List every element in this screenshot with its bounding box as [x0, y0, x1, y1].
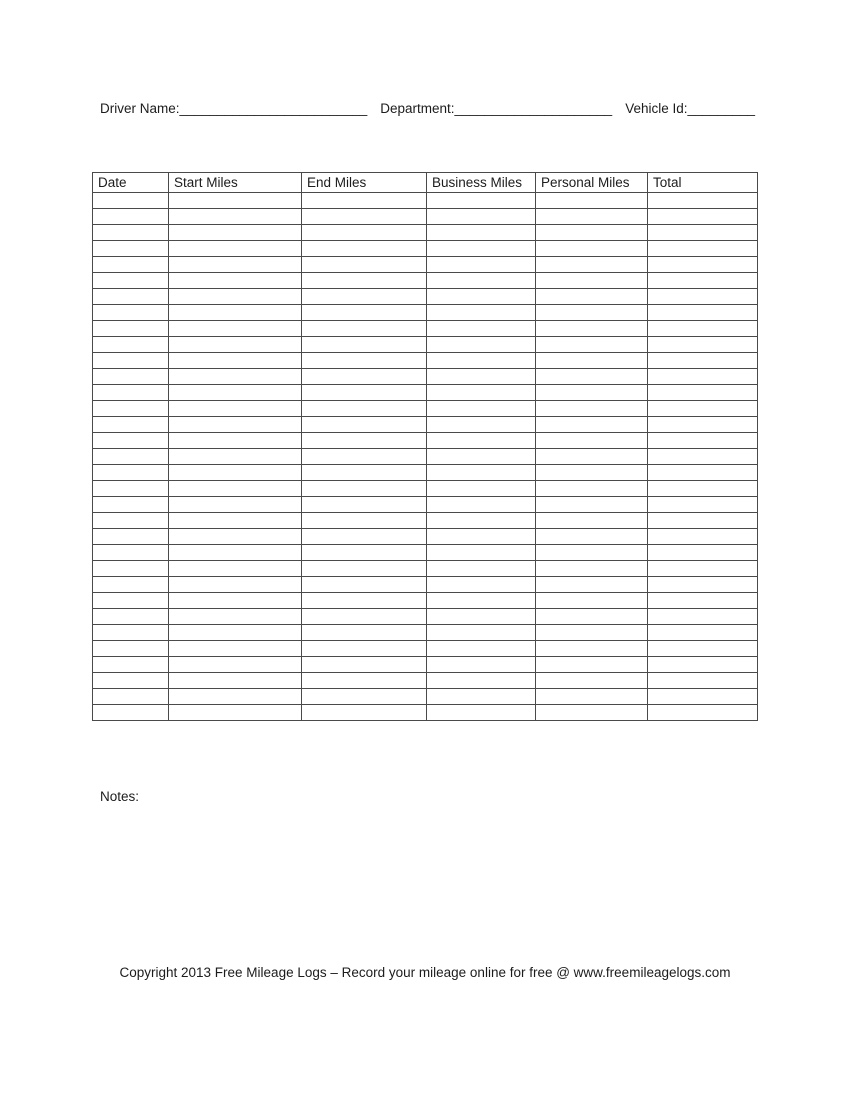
empty-cell: [648, 705, 758, 721]
empty-cell: [648, 401, 758, 417]
empty-cell: [169, 385, 302, 401]
empty-cell: [169, 209, 302, 225]
table-row: [93, 529, 758, 545]
empty-cell: [93, 689, 169, 705]
empty-cell: [169, 625, 302, 641]
empty-cell: [169, 241, 302, 257]
empty-cell: [536, 241, 648, 257]
empty-cell: [648, 481, 758, 497]
empty-cell: [427, 625, 536, 641]
empty-cell: [93, 305, 169, 321]
empty-cell: [302, 513, 427, 529]
empty-cell: [169, 353, 302, 369]
table-row: [93, 321, 758, 337]
empty-cell: [427, 545, 536, 561]
empty-cell: [536, 449, 648, 465]
empty-cell: [93, 385, 169, 401]
empty-cell: [427, 193, 536, 209]
empty-cell: [169, 561, 302, 577]
empty-cell: [93, 641, 169, 657]
empty-cell: [302, 193, 427, 209]
empty-cell: [648, 641, 758, 657]
empty-cell: [169, 193, 302, 209]
empty-cell: [169, 401, 302, 417]
empty-cell: [302, 609, 427, 625]
empty-cell: [427, 273, 536, 289]
empty-cell: [536, 209, 648, 225]
empty-cell: [648, 241, 758, 257]
empty-cell: [427, 609, 536, 625]
table-row: [93, 449, 758, 465]
vehicle-id-blank: _________: [687, 101, 756, 116]
empty-cell: [536, 625, 648, 641]
vehicle-id-label: Vehicle Id:: [625, 101, 688, 116]
empty-cell: [536, 497, 648, 513]
empty-cell: [302, 321, 427, 337]
empty-cell: [302, 449, 427, 465]
table-row: [93, 609, 758, 625]
empty-cell: [427, 241, 536, 257]
empty-cell: [427, 353, 536, 369]
driver-name-blank: _________________________: [179, 101, 368, 116]
empty-cell: [648, 337, 758, 353]
table-row: [93, 433, 758, 449]
empty-cell: [302, 401, 427, 417]
empty-cell: [536, 481, 648, 497]
empty-cell: [302, 529, 427, 545]
empty-cell: [648, 193, 758, 209]
empty-cell: [93, 705, 169, 721]
empty-cell: [169, 593, 302, 609]
empty-cell: [648, 513, 758, 529]
empty-cell: [648, 385, 758, 401]
table-row: [93, 689, 758, 705]
table-row: [93, 577, 758, 593]
empty-cell: [93, 353, 169, 369]
empty-cell: [93, 369, 169, 385]
table-row: [93, 513, 758, 529]
empty-cell: [427, 529, 536, 545]
empty-cell: [302, 481, 427, 497]
empty-cell: [427, 257, 536, 273]
empty-cell: [427, 577, 536, 593]
table-row: [93, 497, 758, 513]
empty-cell: [427, 209, 536, 225]
empty-cell: [427, 305, 536, 321]
empty-cell: [648, 497, 758, 513]
empty-cell: [169, 577, 302, 593]
empty-cell: [427, 561, 536, 577]
empty-cell: [427, 289, 536, 305]
empty-cell: [93, 321, 169, 337]
empty-cell: [93, 673, 169, 689]
empty-cell: [536, 529, 648, 545]
empty-cell: [536, 305, 648, 321]
empty-cell: [427, 657, 536, 673]
table-row: [93, 369, 758, 385]
table-row: [93, 561, 758, 577]
empty-cell: [648, 225, 758, 241]
table-row: [93, 385, 758, 401]
empty-cell: [536, 321, 648, 337]
empty-cell: [427, 401, 536, 417]
empty-cell: [169, 673, 302, 689]
empty-cell: [648, 625, 758, 641]
empty-cell: [169, 449, 302, 465]
empty-cell: [648, 273, 758, 289]
notes-label: Notes:: [100, 789, 140, 804]
empty-cell: [169, 289, 302, 305]
empty-cell: [536, 657, 648, 673]
table-row: [93, 641, 758, 657]
empty-cell: [648, 449, 758, 465]
empty-cell: [169, 257, 302, 273]
empty-cell: [169, 465, 302, 481]
empty-cell: [536, 593, 648, 609]
empty-cell: [427, 593, 536, 609]
empty-cell: [536, 513, 648, 529]
empty-cell: [302, 417, 427, 433]
empty-cell: [302, 385, 427, 401]
empty-cell: [427, 433, 536, 449]
empty-cell: [648, 353, 758, 369]
empty-cell: [93, 401, 169, 417]
empty-cell: [302, 465, 427, 481]
empty-cell: [648, 433, 758, 449]
empty-cell: [93, 657, 169, 673]
department-blank: _____________________: [454, 101, 613, 116]
empty-cell: [302, 577, 427, 593]
empty-cell: [302, 241, 427, 257]
empty-cell: [648, 577, 758, 593]
table-row: [93, 593, 758, 609]
empty-cell: [302, 705, 427, 721]
empty-cell: [302, 353, 427, 369]
empty-cell: [427, 481, 536, 497]
empty-cell: [302, 289, 427, 305]
empty-cell: [169, 433, 302, 449]
empty-cell: [302, 641, 427, 657]
empty-cell: [302, 657, 427, 673]
empty-cell: [302, 225, 427, 241]
table-row: [93, 465, 758, 481]
empty-cell: [93, 609, 169, 625]
empty-cell: [427, 689, 536, 705]
empty-cell: [169, 609, 302, 625]
table-row: [93, 481, 758, 497]
empty-cell: [648, 417, 758, 433]
table-row: [93, 401, 758, 417]
empty-cell: [536, 609, 648, 625]
empty-cell: [169, 641, 302, 657]
empty-cell: [536, 353, 648, 369]
empty-cell: [648, 369, 758, 385]
empty-cell: [427, 497, 536, 513]
empty-cell: [93, 593, 169, 609]
empty-cell: [302, 305, 427, 321]
empty-cell: [169, 337, 302, 353]
empty-cell: [536, 465, 648, 481]
table-row: [93, 673, 758, 689]
table-row: [93, 193, 758, 209]
empty-cell: [169, 481, 302, 497]
empty-cell: [93, 257, 169, 273]
empty-cell: [648, 257, 758, 273]
table-row: [93, 257, 758, 273]
empty-cell: [169, 273, 302, 289]
empty-cell: [302, 209, 427, 225]
empty-cell: [648, 673, 758, 689]
empty-cell: [302, 673, 427, 689]
empty-cell: [302, 561, 427, 577]
empty-cell: [536, 641, 648, 657]
empty-cell: [536, 433, 648, 449]
empty-cell: [427, 369, 536, 385]
empty-cell: [302, 689, 427, 705]
empty-cell: [302, 257, 427, 273]
column-header-business-miles: Business Miles: [427, 173, 536, 193]
table-row: [93, 241, 758, 257]
empty-cell: [536, 273, 648, 289]
empty-cell: [427, 225, 536, 241]
empty-cell: [169, 657, 302, 673]
empty-cell: [536, 417, 648, 433]
empty-cell: [93, 337, 169, 353]
column-header-personal-miles: Personal Miles: [536, 173, 648, 193]
table-row: [93, 353, 758, 369]
empty-cell: [93, 465, 169, 481]
empty-cell: [648, 545, 758, 561]
table-row: [93, 705, 758, 721]
driver-name-label: Driver Name:: [100, 101, 180, 116]
empty-cell: [93, 241, 169, 257]
empty-cell: [536, 545, 648, 561]
empty-cell: [536, 561, 648, 577]
department-field: [380, 101, 612, 116]
empty-cell: [536, 289, 648, 305]
empty-cell: [93, 529, 169, 545]
empty-cell: [648, 529, 758, 545]
empty-cell: [536, 705, 648, 721]
empty-cell: [648, 593, 758, 609]
empty-cell: [427, 641, 536, 657]
empty-cell: [93, 193, 169, 209]
empty-cell: [427, 449, 536, 465]
empty-cell: [93, 577, 169, 593]
empty-cell: [302, 273, 427, 289]
empty-cell: [93, 209, 169, 225]
empty-cell: [169, 497, 302, 513]
empty-cell: [427, 321, 536, 337]
table-row: [93, 305, 758, 321]
empty-cell: [93, 417, 169, 433]
table-row: [93, 225, 758, 241]
empty-cell: [93, 273, 169, 289]
empty-cell: [169, 369, 302, 385]
empty-cell: [302, 625, 427, 641]
empty-cell: [427, 673, 536, 689]
empty-cell: [536, 689, 648, 705]
empty-cell: [648, 305, 758, 321]
empty-cell: [648, 209, 758, 225]
empty-cell: [302, 545, 427, 561]
empty-cell: [536, 193, 648, 209]
empty-cell: [427, 417, 536, 433]
vehicle-id-field: [625, 101, 755, 116]
table-row: [93, 289, 758, 305]
table-row: [93, 273, 758, 289]
empty-cell: [169, 705, 302, 721]
mileage-log-table: [92, 172, 758, 721]
column-header-date: Date: [93, 173, 169, 193]
empty-cell: [648, 561, 758, 577]
empty-cell: [93, 289, 169, 305]
empty-cell: [169, 513, 302, 529]
empty-cell: [169, 305, 302, 321]
empty-cell: [427, 337, 536, 353]
table-row: [93, 625, 758, 641]
empty-cell: [302, 433, 427, 449]
empty-cell: [648, 465, 758, 481]
empty-cell: [536, 673, 648, 689]
empty-cell: [93, 545, 169, 561]
empty-cell: [536, 337, 648, 353]
empty-cell: [427, 465, 536, 481]
empty-cell: [536, 401, 648, 417]
empty-cell: [93, 481, 169, 497]
empty-cell: [536, 369, 648, 385]
empty-cell: [302, 369, 427, 385]
empty-cell: [93, 225, 169, 241]
empty-cell: [648, 321, 758, 337]
empty-cell: [648, 657, 758, 673]
driver-name-field: [100, 101, 367, 116]
table-row: [93, 209, 758, 225]
empty-cell: [169, 321, 302, 337]
empty-cell: [648, 289, 758, 305]
empty-cell: [169, 689, 302, 705]
column-header-start-miles: Start Miles: [169, 173, 302, 193]
table-row: [93, 545, 758, 561]
empty-cell: [427, 705, 536, 721]
empty-cell: [536, 385, 648, 401]
empty-cell: [169, 529, 302, 545]
column-header-end-miles: End Miles: [302, 173, 427, 193]
empty-cell: [93, 561, 169, 577]
footer-text: Copyright 2013 Free Mileage Logs – Record your mileage online for free @ www.freemileagelogs.com: [119, 965, 731, 980]
empty-cell: [536, 577, 648, 593]
form-header: [100, 101, 755, 116]
empty-cell: [536, 225, 648, 241]
empty-cell: [302, 593, 427, 609]
empty-cell: [302, 497, 427, 513]
table-row: [93, 657, 758, 673]
empty-cell: [93, 497, 169, 513]
empty-cell: [427, 385, 536, 401]
empty-cell: [648, 609, 758, 625]
empty-cell: [536, 257, 648, 273]
table-row: [93, 337, 758, 353]
column-header-total: Total: [648, 173, 758, 193]
empty-cell: [427, 513, 536, 529]
empty-cell: [169, 545, 302, 561]
empty-cell: [169, 225, 302, 241]
empty-cell: [302, 337, 427, 353]
empty-cell: [93, 449, 169, 465]
empty-cell: [93, 513, 169, 529]
empty-cell: [93, 433, 169, 449]
department-label: Department:: [380, 101, 455, 116]
empty-cell: [169, 417, 302, 433]
table-header-row: [93, 173, 758, 193]
table-row: [93, 417, 758, 433]
empty-cell: [648, 689, 758, 705]
empty-cell: [93, 625, 169, 641]
